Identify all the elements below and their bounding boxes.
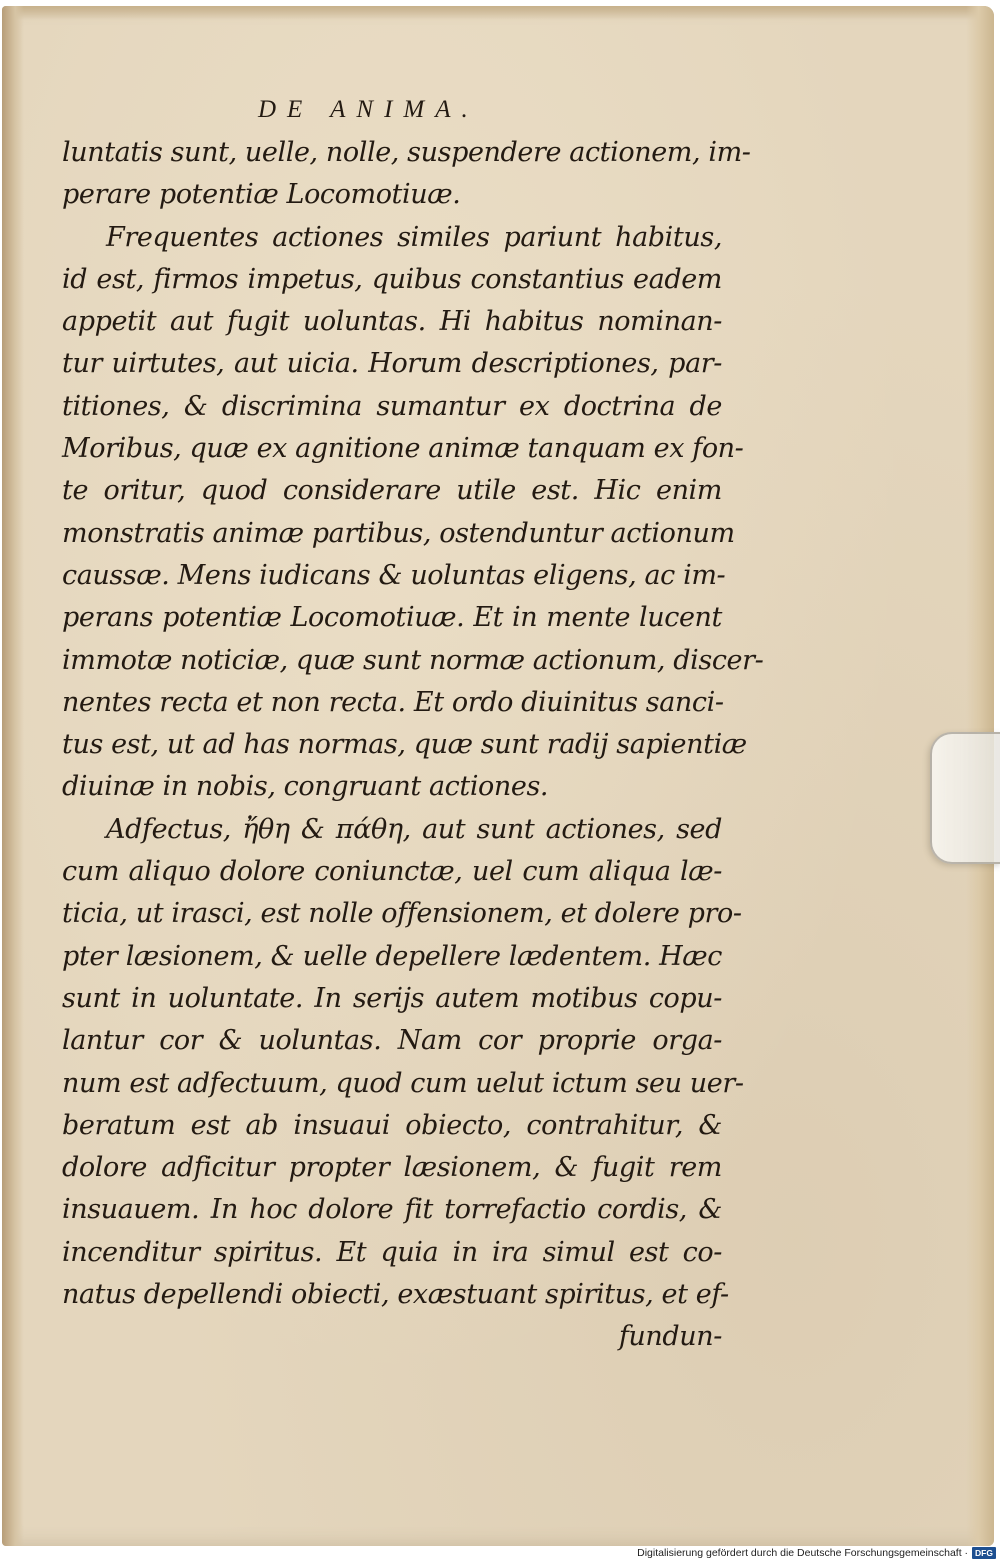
text-line: dolore adficitur propter læsionem, & fugit rem [62,1152,722,1184]
text-line: appetit aut fugit uoluntas. Hi habitus nominan- [62,306,722,338]
text-line: num est adfectuum, quod cum uelut ictum seu uer- [62,1067,744,1099]
text-line: pter læsionem, & uelle depellere lædentem. Hæc [62,940,722,972]
text-line: nentes recta et non recta. Et ordo diuinitus sanci- [62,686,724,718]
credit-text: Digitalisierung gefördert durch die Deutsche Forschungsgemeinschaft · [637,1547,969,1560]
text-block [62,88,764,1359]
catchword: fundun- [618,1321,722,1353]
text-line: Adfectus, ἤθη & πάθη, aut sunt actiones, sed [106,813,722,845]
text-line: Moribus, quæ ex agnitione animæ tanquam ex fon- [62,433,744,465]
text-line: tus est, ut ad has normas, quæ sunt radij sapientiæ [62,729,747,761]
text-line: cum aliquo dolore coniunctæ, uel cum aliqua læ- [62,856,722,888]
text-line: diuinæ in nobis, congruant actiones. [62,771,549,803]
dfg-logo: DFG [972,1547,996,1559]
text-line: id est, firmos impetus, quibus constantius eadem [62,263,722,295]
text-line: immotæ noticiæ, quæ sunt normæ actionum, discer- [62,644,764,676]
text-line: te oritur, quod considerare utile est. Hic enim [62,475,722,507]
page-spine-shadow [2,6,24,1546]
text-line: caussæ. Mens iudicans & uoluntas eligens, ac im- [62,559,726,591]
running-head: DE ANIMA. [258,96,479,123]
text-line: titiones, & discrimina sumantur ex doctrina de [62,390,722,422]
text-line: ticia, ut irasci, est nolle offensionem, et dolere pro- [62,898,742,930]
text-line: incenditur spiritus. Et quia in ira simul est co- [62,1236,722,1268]
text-line: Frequentes actiones similes pariunt habitus, [106,221,722,253]
digitization-credit [637,1546,996,1560]
text-line: natus depellendi obiecti, exæstuant spiritus, et ef- [62,1279,729,1311]
text-line: perans potentiæ Locomotiuæ. Et in mente lucent [62,602,722,634]
text-line: luntatis sunt, uelle, nolle, suspendere actionem, im- [62,137,751,168]
page-top-edge [2,6,994,20]
text-line: lantur cor & uoluntas. Nam cor proprie orga- [62,1025,722,1057]
text-line: sunt in uoluntate. In serijs autem motibus copu- [62,982,722,1014]
page-clip [930,732,1000,864]
text-line: insuauem. In hoc dolore fit torrefactio cordis, & [62,1194,722,1226]
text-line: perare potentiæ Locomotiuæ. [62,179,461,211]
text-line: tur uirtutes, aut uicia. Horum descriptiones, par- [62,348,722,380]
text-line: beratum est ab insuaui obiecto, contrahitur, & [62,1109,722,1141]
text-line: monstratis animæ partibus, ostenduntur actionum [62,517,735,549]
